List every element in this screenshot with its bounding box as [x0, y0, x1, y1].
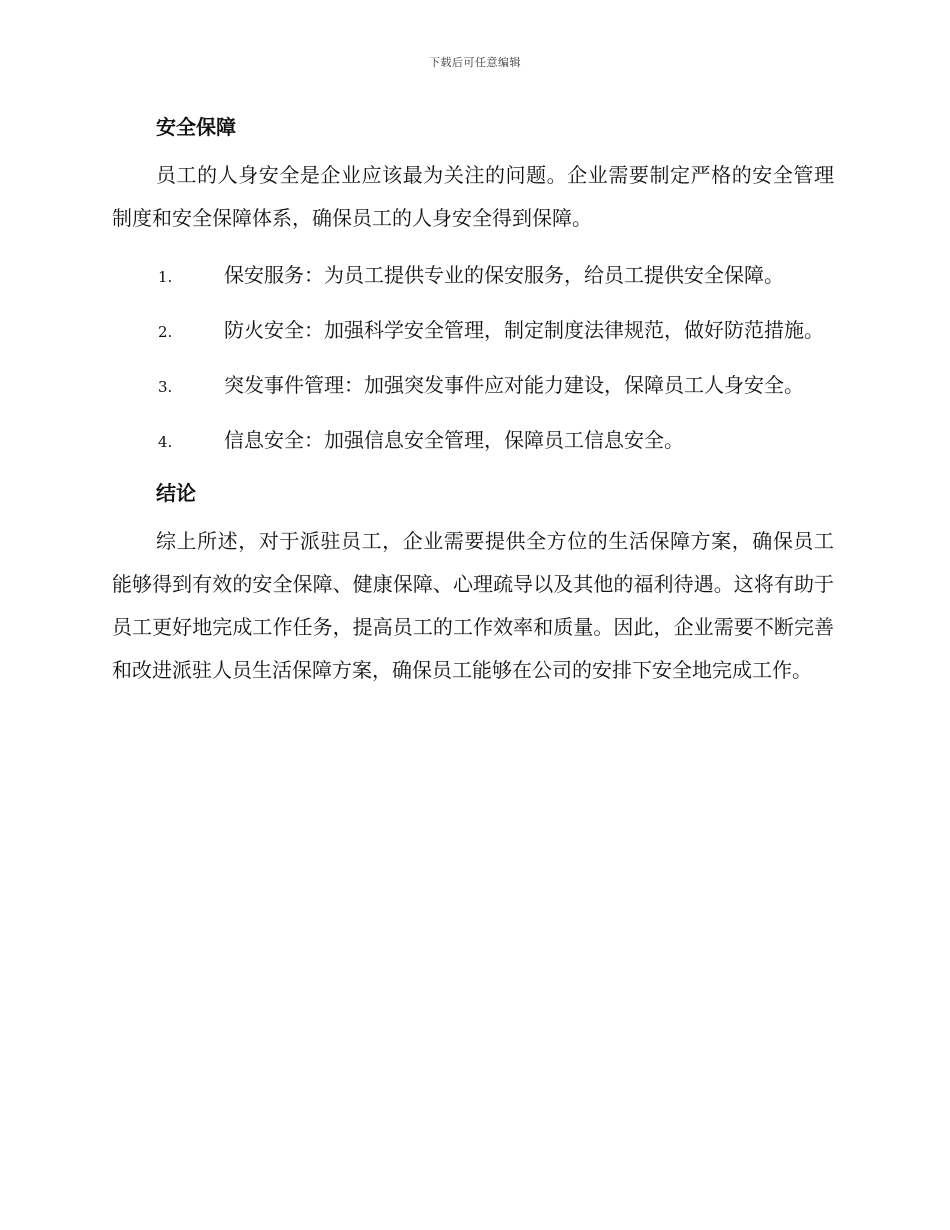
- list-item: [112, 419, 834, 464]
- page-header: 下载后可任意编辑: [429, 56, 521, 69]
- list-item-text: 防火安全：加强科学安全管理，制定制度法律规范，做好防范措施。: [224, 318, 824, 342]
- list-item-number: 4.: [158, 433, 173, 451]
- conclusion-paragraph: 综上所述，对于派驻员工，企业需要提供全方位的生活保障方案，确保员工能够得到有效的安全保障、健康保障、心理疏导以及其他的福利待遇。这将有助于员工更好地完成工作任务，提高员工的工作效率和质量。因此，企业需要不断完善和改进派驻人员生活保障方案，确保员工能够在公司的安排下安全地完成工作。: [112, 529, 834, 682]
- list-item: [112, 254, 834, 299]
- list-item-text: 突发事件管理：加强突发事件应对能力建设，保障员工人身安全。: [224, 373, 804, 397]
- list-item: [112, 364, 834, 409]
- section-heading-conclusion: 结论: [156, 481, 196, 505]
- list-item: [112, 309, 834, 354]
- list-item-number: 2.: [158, 323, 173, 341]
- list-item-number: 1.: [158, 268, 173, 286]
- security-measures-list: [112, 254, 834, 464]
- document-body: [112, 112, 834, 706]
- list-item-text: 保安服务：为员工提供专业的保安服务，给员工提供安全保障。: [224, 263, 784, 287]
- list-item-number: 3.: [158, 378, 173, 396]
- security-intro-paragraph: 员工的人身安全是企业应该最为关注的问题。企业需要制定严格的安全管理制度和安全保障体系，确保员工的人身安全得到保障。: [112, 163, 834, 230]
- list-item-text: 信息安全：加强信息安全管理，保障员工信息安全。: [224, 428, 684, 452]
- section-heading-security: 安全保障: [156, 115, 236, 139]
